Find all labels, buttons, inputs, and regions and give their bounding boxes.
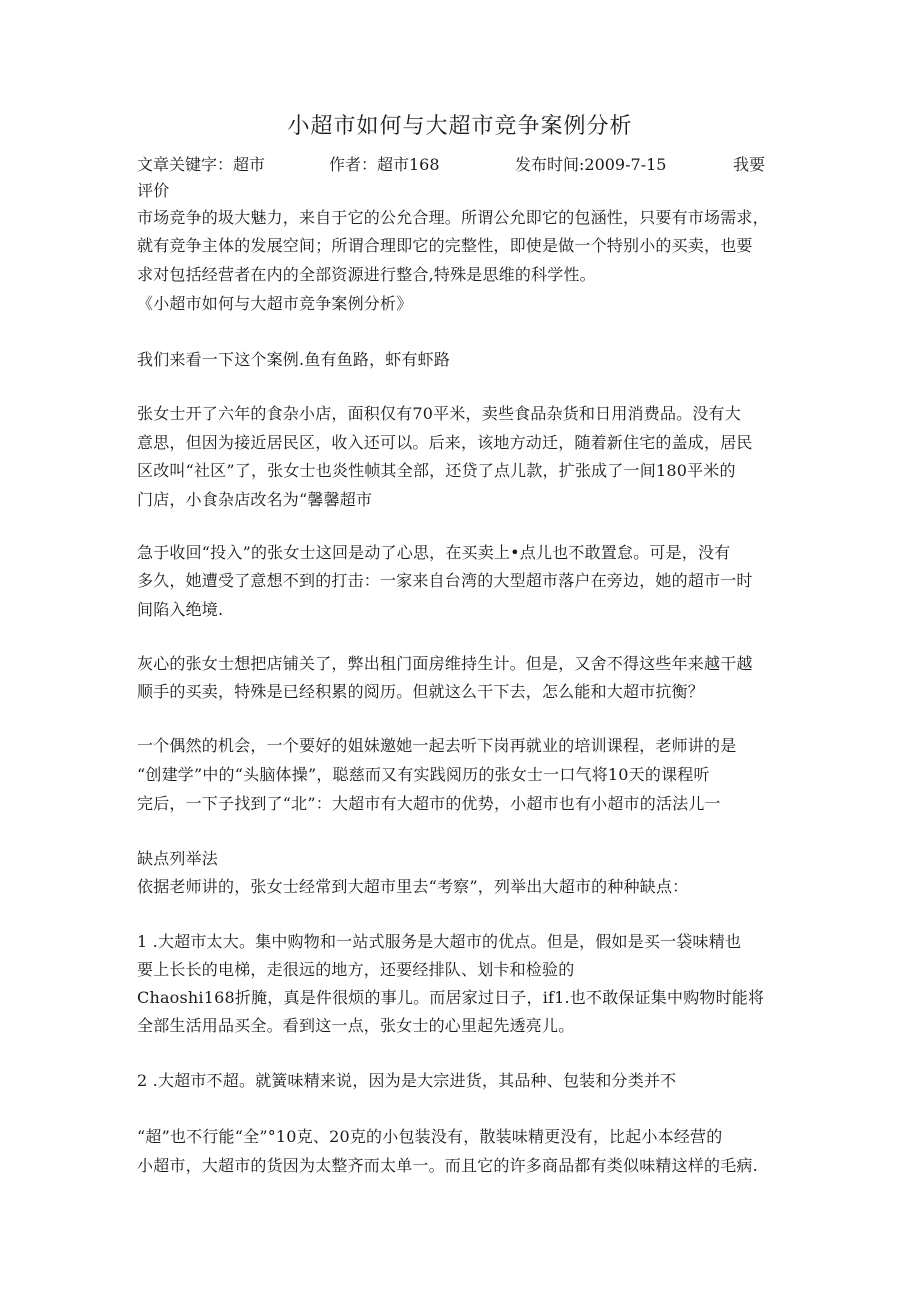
- text-line: 张女士开了六年的食杂小店，面积仅有70平米，卖些食品杂货和日用消费品。没有大: [137, 404, 741, 423]
- text-line: 完后，一下子找到了“北”：大超市有大超市的优势，小超市也有小超市的活法儿一: [137, 794, 721, 813]
- text-line: 《小超市如何与大超市竞争案例分析》: [137, 294, 413, 313]
- text-line: 全部生活用品买全。看到这一点，张女士的心里起先透亮儿。: [137, 1016, 575, 1035]
- review-link[interactable]: 我要: [733, 155, 766, 174]
- text-line: 一个偶然的机会，一个要好的姐妹邀她一起去听下岗再就业的培训课程，老师讲的是: [137, 736, 737, 755]
- text-line: 灰心的张女士想把店铺关了，弊出租门面房维持生计。但是，又舍不得这些年来越干越: [137, 654, 753, 673]
- meta-keywords: 文章关键字：超市: [137, 155, 266, 174]
- text-line: 多久，她遭受了意想不到的打击：一家来自台湾的大型超市落户在旁边，她的超市一时: [137, 571, 753, 590]
- text-line: 小超市，大超市的货因为太整齐而太单一。而且它的许多商品都有类似味精这样的毛病.: [137, 1156, 758, 1175]
- section-heading: 缺点列举法: [137, 849, 219, 868]
- text-line: 急于收回“投入”的张女士这回是动了心思，在买卖上•点儿也不敢置怠。可是，没有: [137, 543, 731, 562]
- text-line: 就有竞争主体的发展空间；所谓合理即它的完整性，即使是做一个特别小的买卖，也要: [137, 236, 753, 255]
- text-line: 门店，小食杂店改名为“馨馨超市: [137, 490, 373, 509]
- meta-author: 作者：超市168: [329, 155, 440, 174]
- text-line: 我们来看一下这个案例.鱼有鱼路，虾有虾路: [137, 350, 451, 369]
- text-line: 依据老师讲的，张女士经常到大超市里去“考察”，列举出大超市的种种缺点：: [137, 877, 689, 896]
- text-line: 要上长长的电梯，走很远的地方，还要经排队、划卡和检验的: [137, 960, 575, 979]
- text-line: 区改叫“社区”了，张女士也炎性帧其全部，还贷了点儿款，扩张成了一间180平米的: [137, 461, 736, 480]
- text-line: 顺手的买卖，特殊是已经积累的阅历。但就这么干下去，怎么能和大超市抗衡？: [137, 682, 705, 701]
- text-line: 1 .大超市太大。集中购物和一站式服务是大超市的优点。但是，假如是买一袋味精也: [137, 932, 742, 951]
- text-line: 求对包括经营者在内的全部资源进行整合,特殊是思维的科学性。: [137, 265, 596, 284]
- meta-published: 发布时间:2009-7-15: [515, 155, 667, 174]
- text-line: Chaoshi168折腌，真是件很烦的事儿。而居家过日子，if1.也不敢保证集中购物时能将: [137, 988, 765, 1007]
- document-title: 小超市如何与大超市竞争案例分析: [287, 114, 633, 139]
- text-line: 间陷入绝境.: [137, 600, 224, 619]
- text-line: 市场竞争的圾大魅力，来自于它的公允合理。所谓公允即它的包涵性，只要有市场需求，: [137, 208, 769, 227]
- review-link-continuation[interactable]: 评价: [137, 181, 170, 200]
- text-line: “超”也不行能“全”°10克、20克的小包装没有，散装味精更没有，比起小本经营的: [137, 1127, 723, 1146]
- text-line: 意思，但因为接近居民区，收入还可以。后来，该地方动迁，随着新住宅的盖成，居民: [137, 433, 753, 452]
- text-line: “创建学”中的“头脑体操”，聪慈而又有实践阅历的张女士一口气将10天的课程听: [137, 765, 710, 784]
- article-meta: [0, 152, 920, 178]
- text-line: 2 .大超市不超。就簧味精来说，因为是大宗进货，其品种、包装和分类并不: [137, 1071, 677, 1090]
